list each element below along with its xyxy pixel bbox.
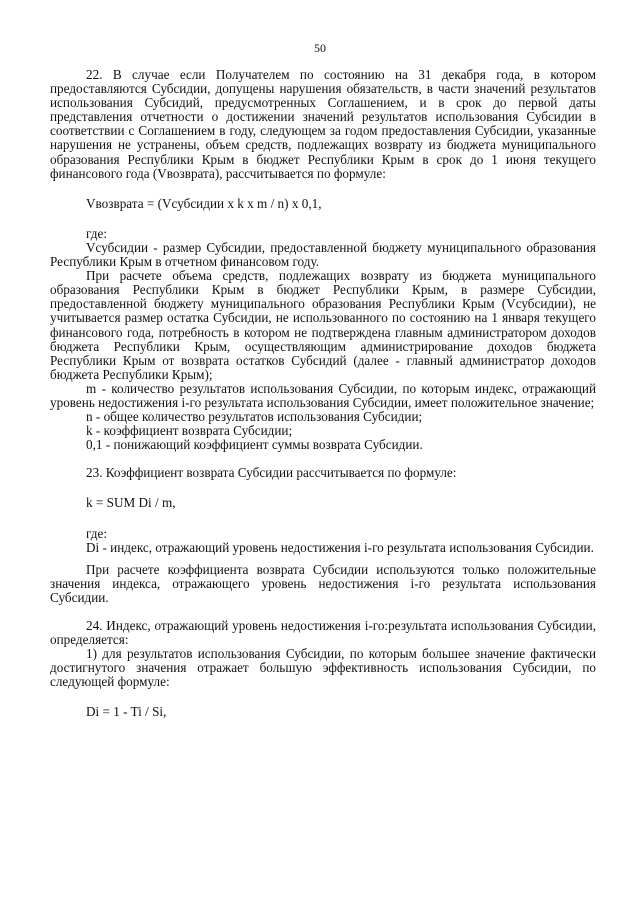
definition-k: k - коэффициент возврата Субсидии; [86, 423, 293, 439]
definition-n: n - общее количество результатов использования Субсидии; [86, 409, 423, 425]
document-body [50, 68, 596, 720]
page-number: 50 [314, 41, 326, 55]
paragraph-22: 22. В случае если Получателем по состоянию на 31 декабря года, в котором предоставляются Субсидии, допущены нарушения обязательств, в части значений результатов использования Субсидий, предусмотренных Соглашением, и в срок до первой даты представления отчетности о достижении значений результатов использования Субсидии в соответствии с Соглашением в году, следующем за годом предоставления Субсидии, указанные нарушения не устранены, объем средств, подлежащих возврату из бюджета муниципального образования Республики Крым в бюджет Республики Крым в срок до 1 июня текущего финансового года (Vвозврата), рассчитывается по формуле: [50, 67, 596, 181]
definition-v-subsidy: Vсубсидии - размер Субсидии, предоставленной бюджету муниципального образования Республики Крым в отчетном финансовом году. [50, 239, 596, 270]
definition-m: m - количество результатов использования Субсидии, по которым индекс, отражающий уровень недостижения i-го результата использования Субсидии, имеет положительное значение; [50, 380, 596, 410]
paragraph-23: 23. Коэффициент возврата Субсидии рассчитывается по формуле: [86, 465, 457, 481]
formula-k: k = SUM Di / m, [86, 495, 176, 511]
definition-coefficient-0-1: 0,1 - понижающий коэффициент суммы возврата Субсидии. [86, 437, 423, 453]
calculation-note: При расчете объема средств, подлежащих возврату из бюджета муниципального образования Республики Крым в бюджет Республики Крым, в размере Субсидии, предоставленной бюджету муниципального образования Республики Крым (Vсубсидии), не учитывается размер остатка Субсидии, не использованного по состоянию на 1 января текущего финансового года, потребность в котором не подтверждена главным администратором доходов бюджета Республики Крым, осуществляющим администрирование доходов бюджета Республики Крым от возврата остатков Субсидий (далее - главный администратор доходов бюджета Республики Крым); [50, 268, 596, 382]
formula-v-return: Vвозврата = (Vсубсидии x k x m / n) x 0,1, [86, 195, 322, 211]
where-label: где: [86, 225, 107, 241]
coefficient-note: При расчете коэффициента возврата Субсидии используются только положительные значения индекса, отражающего уровень недостижения i-го результата использования Субсидии. [50, 561, 596, 605]
where-label-2: где: [86, 525, 107, 541]
paragraph-24: 24. Индекс, отражающий уровень недостижения i-го:результата использования Субсидии, определяется: [50, 618, 596, 648]
definition-di: Di - индекс, отражающий уровень недостижения i-го результата использования Субсидии. [86, 539, 594, 555]
paragraph-24-item-1: 1) для результатов использования Субсидии, по которым большее значение фактически достигнутого значения отражает большую эффективность использования Субсидии, по следующей формуле: [50, 646, 596, 690]
formula-di: Di = 1 - Ti / Si, [86, 704, 167, 720]
